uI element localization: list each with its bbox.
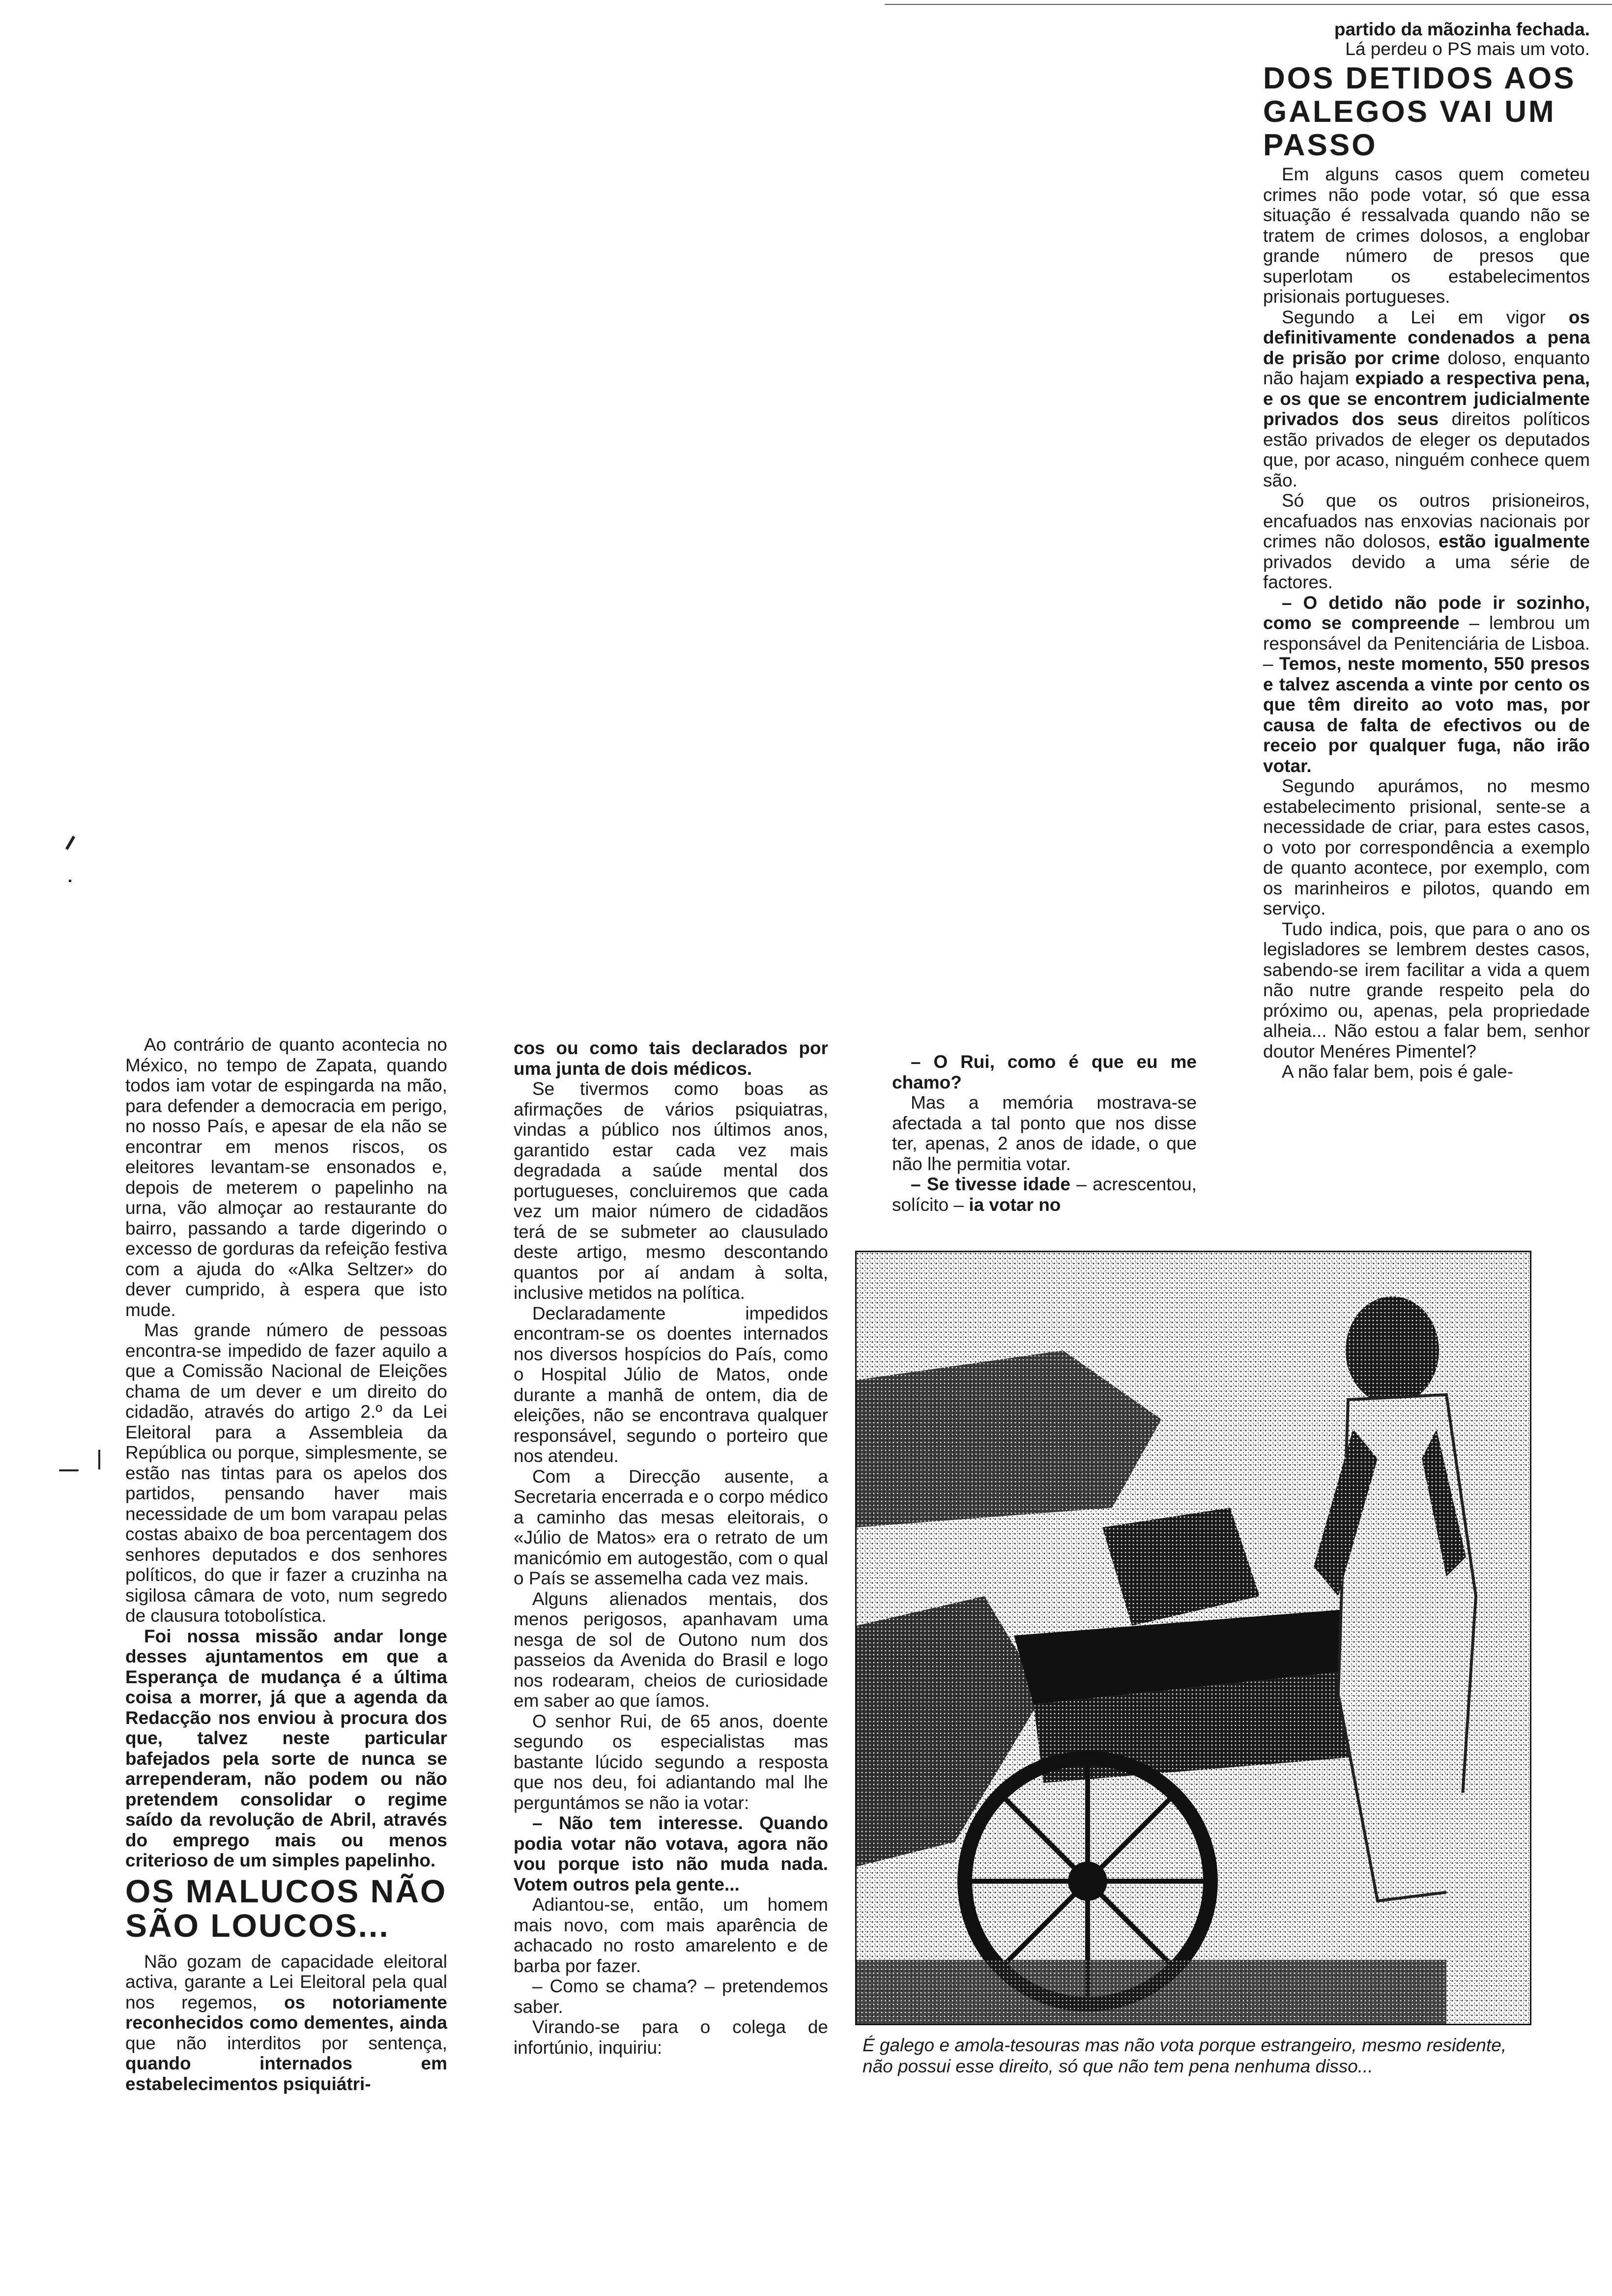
scan-mark [98, 1450, 100, 1469]
paragraph: Só que os outros prisioneiros, encafuados nas enxovias nacionais por crimes não dolosos, estão igualmente privados devido a uma série de factores. [1263, 490, 1590, 592]
scan-mark [69, 880, 71, 882]
paragraph: Não gozam de capacidade eleitoral activa, garante a Lei Eleitoral pela qual nos regemos, os notoriamente reconhecidos como dementes, ainda que não interditos por sentença, quando internados em estabelecimentos psiquiátri- [125, 1951, 447, 2094]
column-photo-top [892, 1052, 1197, 1215]
paragraph: Com a Direcção ausente, a Secretaria encerrada e o corpo médico a caminho das mesas eleitorais, o «Júlio de Matos» era o retrato de um manicómio em autogestão, com o qual o País se assemelha cada vez mais. [514, 1466, 828, 1588]
paragraph: – Como se chama? – pretendemos saber. [514, 1976, 828, 2017]
paragraph: O senhor Rui, de 65 anos, doente segundo os especialistas mas bastante lúcido segundo a resposta que nos deu, foi adiantando mal lhe perguntámos se não ia votar: [514, 1711, 828, 1813]
column-carryover-line: Lá perdeu o PS mais um voto. [1345, 39, 1590, 59]
scan-mark [59, 1469, 79, 1471]
paragraph: – Não tem interesse. Quando podia votar não votava, agora não vou porque isto não muda nada. Votem outros pela gente... [514, 1813, 828, 1894]
paragraph: Se tivermos como boas as afirmações de vários psiquiatras, vindas a público nos últimos anos, garantido estar cada vez mais degradada a saúde mental dos portugueses, concluiremos que cada vez um maior número de cidadãos terá de se submeter ao clausulado deste artigo, mesmo descontando quantos por aí andam à solta, inclusive metidos na política. [514, 1079, 828, 1303]
section-headline: OS MALUCOS NÃO SÃO LOUCOS... [125, 1872, 447, 1944]
paragraph: Virando-se para o colega de infortúnio, inquiriu: [514, 2017, 828, 2058]
photo-illustration [857, 1252, 1530, 2024]
column-carryover-line: partido da mãozinha fechada. [1334, 19, 1590, 39]
paragraph: A não falar bem, pois é gale- [1282, 1062, 1514, 1082]
column-right [1263, 20, 1590, 1082]
paragraph: Segundo a Lei em vigor os definitivamente condenados a pena de prisão por crime doloso, enquanto não hajam expiado a respectiva pena, e os que se encontrem judicialmente privados dos seus direitos políticos estão privados de eleger os deputados que, por acaso, ninguém conhece quem são. [1263, 307, 1590, 490]
paragraph: Em alguns casos quem cometeu crimes não pode votar, só que essa situação é ressalvada quando não se tratem de crimes dolosos, a englobar grande número de presos que superlotam os estabelecimentos prisionais portugueses. [1263, 164, 1590, 307]
column-left [125, 1034, 447, 2094]
paragraph: Mas grande número de pessoas encontra-se impedido de fazer aquilo a que a Comissão Nacional de Eleições chama de um dever e um direito do cidadão, através do artigo 2.º da Lei Eleitoral para a Assembleia da República ou porque, simplesmente, se estão nas tintas para os apelos dos partidos, pensando haver mais necessidade de um bom varapau pelas costas abaixo de boa percentagem dos senhores deputados e dos senhores políticos, do que ir fazer a cruzinha na sigilosa câmara de voto, num segredo de clausura totobolística. [125, 1320, 447, 1626]
top-rule [885, 4, 1612, 5]
paragraph: – O Rui, como é que eu me chamo? [892, 1052, 1197, 1092]
paragraph: Segundo apurámos, no mesmo estabelecimento prisional, sente-se a necessidade de criar, para estes casos, o voto por correspondência a exemplo de quanto acontece, por exemplo, com os marinheiros e pilotos, quando em serviço. [1263, 776, 1590, 918]
paragraph: Tudo indica, pois, que para o ano os legisladores se lembrem destes casos, sabendo-se irem facilitar a vida a quem não nutre grande respeito pela do próximo ou, apenas, pela propriedade alheia... Não estou a falar bem, senhor doutor Menéres Pimentel? [1263, 918, 1590, 1062]
photo-caption: É galego e amola-tesouras mas não vota porque estrangeiro, mesmo residente, não possui esse direito, só que não tem pena nenhuma disso... [863, 2035, 1507, 2076]
scan-mark [65, 836, 75, 850]
column-middle [514, 1038, 828, 2058]
paragraph: Mas a memória mostrava-se afectada a tal ponto que nos disse ter, apenas, 2 anos de idade, o que não lhe permitia votar. [892, 1092, 1197, 1174]
paragraph: Foi nossa missão andar longe desses ajuntamentos em que a Esperança de mudança é a última coisa a morrer, já que a agenda da Redacção nos enviou à procura dos que, talvez neste particular bafejados pela sorte de nunca se arrependeram, não podem ou não pretendem consolidar o regime saído da revolução de Abril, através do emprego mais ou menos criterioso de um simples papelinho. [125, 1626, 447, 1870]
paragraph: Adiantou-se, então, um homem mais novo, com mais aparência de achacado no rosto amarelento e de barba por fazer. [514, 1894, 828, 1976]
news-photo [855, 1251, 1531, 2025]
paragraph: Alguns alienados mentais, dos menos perigosos, apanhavam uma nesga de sol de Outono num dos passeios da Avenida do Brasil e logo nos rodearam, cheios de curiosidade em saber ao que íamos. [514, 1588, 828, 1711]
paragraph: cos ou como tais declarados por uma junta de dois médicos. [514, 1038, 828, 1079]
paragraph: Ao contrário de quanto acontecia no México, no tempo de Zapata, quando todos iam votar de espingarda na mão, para defender a democracia em perigo, no nosso País, e apesar de ela não se encontrar em menos riscos, os eleitores levantam-se ensonados e, depois de meterem o papelinho na urna, vão almoçar ao restaurante do bairro, passando a tarde digerindo o excesso de gorduras da refeição festiva com a ajuda do «Alka Seltzer» do dever cumprido, à espera que isto mude. [125, 1034, 447, 1320]
section-headline: DOS DETIDOS AOS GALEGOS VAI UM PASSO [1263, 61, 1576, 162]
paragraph: Declaradamente impedidos encontram-se os doentes internados nos diversos hospícios do País, como o Hospital Júlio de Matos, onde durante a manhã de ontem, dia de eleições, não se encontrava qualquer responsável, segundo o porteiro que nos atendeu. [514, 1303, 828, 1466]
paragraph: – O detido não pode ir sozinho, como se compreende – lembrou um responsável da Penitenciária de Lisboa. – Temos, neste momento, 550 presos e talvez ascenda a vinte por cento os que têm direito ao voto mas, por causa de falta de efectivos ou de receio por qualquer fuga, não irão votar. [1263, 592, 1590, 776]
paragraph: – Se tivesse idade – acrescentou, solícito – ia votar no [892, 1174, 1197, 1215]
